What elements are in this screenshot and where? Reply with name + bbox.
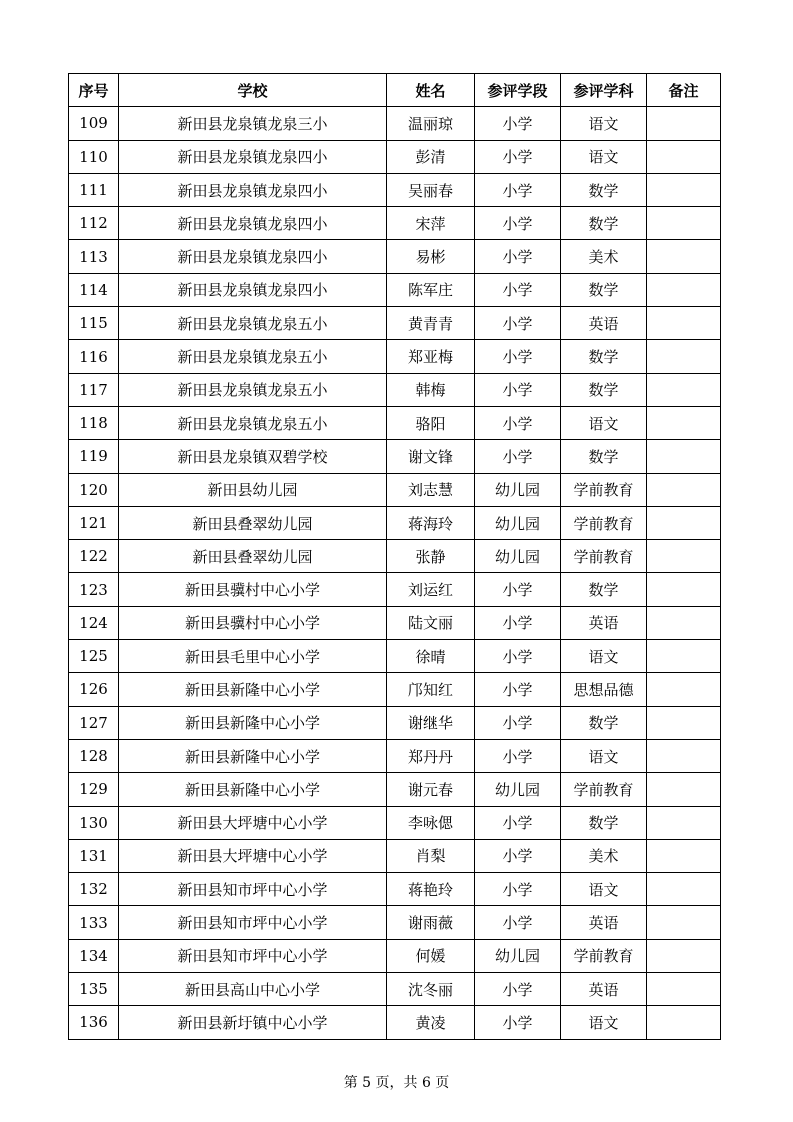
cell-school: 新田县新隆中心小学 <box>119 773 387 806</box>
cell-stage: 小学 <box>475 839 561 872</box>
cell-subject: 数学 <box>561 440 647 473</box>
cell-subject: 美术 <box>561 240 647 273</box>
cell-school: 新田县毛里中心小学 <box>119 640 387 673</box>
cell-school: 新田县骥村中心小学 <box>119 573 387 606</box>
cell-stage: 小学 <box>475 873 561 906</box>
table-row <box>69 506 721 539</box>
cell-serial: 124 <box>69 606 119 639</box>
header-stage: 参评学段 <box>475 74 561 107</box>
cell-stage: 小学 <box>475 173 561 206</box>
cell-stage: 幼儿园 <box>475 939 561 972</box>
cell-school: 新田县龙泉镇龙泉五小 <box>119 373 387 406</box>
cell-school: 新田县龙泉镇龙泉四小 <box>119 140 387 173</box>
table-row <box>69 739 721 772</box>
cell-school: 新田县龙泉镇龙泉五小 <box>119 406 387 439</box>
cell-serial: 129 <box>69 773 119 806</box>
cell-name: 谢继华 <box>387 706 475 739</box>
cell-serial: 118 <box>69 406 119 439</box>
cell-subject: 学前教育 <box>561 939 647 972</box>
cell-name: 谢雨薇 <box>387 906 475 939</box>
table-row <box>69 1006 721 1039</box>
cell-subject: 语文 <box>561 640 647 673</box>
cell-stage: 小学 <box>475 973 561 1006</box>
cell-subject: 学前教育 <box>561 540 647 573</box>
cell-school: 新田县龙泉镇龙泉四小 <box>119 273 387 306</box>
page-number: 第 5 页，共 6 页 <box>343 1075 450 1091</box>
cell-school: 新田县龙泉镇龙泉五小 <box>119 307 387 340</box>
cell-serial: 123 <box>69 573 119 606</box>
table-row <box>69 640 721 673</box>
cell-serial: 136 <box>69 1006 119 1039</box>
cell-serial: 133 <box>69 906 119 939</box>
table-row <box>69 140 721 173</box>
cell-name: 黄凌 <box>387 1006 475 1039</box>
cell-serial: 128 <box>69 739 119 772</box>
cell-stage: 幼儿园 <box>475 773 561 806</box>
cell-remarks <box>647 440 721 473</box>
cell-stage: 小学 <box>475 573 561 606</box>
cell-name: 韩梅 <box>387 373 475 406</box>
table-body <box>69 107 721 1039</box>
cell-serial: 117 <box>69 373 119 406</box>
cell-remarks <box>647 506 721 539</box>
cell-serial: 115 <box>69 307 119 340</box>
table-row <box>69 806 721 839</box>
table-row <box>69 406 721 439</box>
cell-school: 新田县叠翠幼儿园 <box>119 506 387 539</box>
cell-subject: 数学 <box>561 573 647 606</box>
cell-serial: 113 <box>69 240 119 273</box>
cell-name: 刘志慧 <box>387 473 475 506</box>
table-row <box>69 107 721 140</box>
cell-remarks <box>647 973 721 1006</box>
cell-stage: 幼儿园 <box>475 540 561 573</box>
header-name: 姓名 <box>387 74 475 107</box>
cell-remarks <box>647 340 721 373</box>
cell-school: 新田县知市坪中心小学 <box>119 873 387 906</box>
cell-stage: 小学 <box>475 673 561 706</box>
cell-stage: 小学 <box>475 906 561 939</box>
table-row <box>69 473 721 506</box>
cell-serial: 121 <box>69 506 119 539</box>
cell-subject: 语文 <box>561 873 647 906</box>
cell-serial: 125 <box>69 640 119 673</box>
cell-remarks <box>647 606 721 639</box>
cell-stage: 小学 <box>475 606 561 639</box>
cell-remarks <box>647 773 721 806</box>
cell-stage: 小学 <box>475 273 561 306</box>
cell-remarks <box>647 806 721 839</box>
cell-school: 新田县龙泉镇双碧学校 <box>119 440 387 473</box>
cell-name: 易彬 <box>387 240 475 273</box>
cell-subject: 数学 <box>561 273 647 306</box>
cell-school: 新田县大坪塘中心小学 <box>119 806 387 839</box>
table-row <box>69 973 721 1006</box>
cell-name: 温丽琼 <box>387 107 475 140</box>
cell-name: 张静 <box>387 540 475 573</box>
header-subject: 参评学科 <box>561 74 647 107</box>
cell-subject: 学前教育 <box>561 473 647 506</box>
cell-serial: 127 <box>69 706 119 739</box>
cell-subject: 语文 <box>561 1006 647 1039</box>
table-row <box>69 540 721 573</box>
cell-subject: 学前教育 <box>561 773 647 806</box>
cell-name: 谢元春 <box>387 773 475 806</box>
cell-remarks <box>647 573 721 606</box>
cell-school: 新田县新隆中心小学 <box>119 673 387 706</box>
table-row <box>69 240 721 273</box>
cell-serial: 112 <box>69 207 119 240</box>
table-row <box>69 373 721 406</box>
cell-name: 肖梨 <box>387 839 475 872</box>
cell-school: 新田县幼儿园 <box>119 473 387 506</box>
cell-school: 新田县龙泉镇龙泉五小 <box>119 340 387 373</box>
cell-remarks <box>647 273 721 306</box>
cell-subject: 英语 <box>561 307 647 340</box>
cell-remarks <box>647 373 721 406</box>
cell-serial: 132 <box>69 873 119 906</box>
table-row <box>69 440 721 473</box>
cell-name: 李咏偲 <box>387 806 475 839</box>
cell-subject: 数学 <box>561 806 647 839</box>
cell-name: 谢文锋 <box>387 440 475 473</box>
cell-stage: 小学 <box>475 307 561 340</box>
cell-name: 郑丹丹 <box>387 739 475 772</box>
table-row <box>69 340 721 373</box>
cell-school: 新田县新圩镇中心小学 <box>119 1006 387 1039</box>
table-row <box>69 673 721 706</box>
cell-remarks <box>647 673 721 706</box>
cell-subject: 数学 <box>561 373 647 406</box>
header-remarks: 备注 <box>647 74 721 107</box>
cell-serial: 135 <box>69 973 119 1006</box>
roster-table <box>68 73 721 1040</box>
cell-remarks <box>647 406 721 439</box>
cell-subject: 数学 <box>561 340 647 373</box>
cell-stage: 小学 <box>475 1006 561 1039</box>
cell-stage: 小学 <box>475 107 561 140</box>
cell-name: 陆文丽 <box>387 606 475 639</box>
cell-name: 黄青青 <box>387 307 475 340</box>
table-header-row <box>69 74 721 107</box>
cell-subject: 美术 <box>561 839 647 872</box>
cell-remarks <box>647 839 721 872</box>
header-serial: 序号 <box>69 74 119 107</box>
cell-stage: 小学 <box>475 340 561 373</box>
cell-school: 新田县大坪塘中心小学 <box>119 839 387 872</box>
cell-remarks <box>647 939 721 972</box>
cell-name: 吴丽春 <box>387 173 475 206</box>
cell-stage: 小学 <box>475 640 561 673</box>
cell-subject: 语文 <box>561 406 647 439</box>
cell-name: 宋萍 <box>387 207 475 240</box>
cell-name: 彭清 <box>387 140 475 173</box>
cell-name: 蒋艳玲 <box>387 873 475 906</box>
cell-name: 骆阳 <box>387 406 475 439</box>
cell-remarks <box>647 540 721 573</box>
table-row <box>69 839 721 872</box>
cell-school: 新田县知市坪中心小学 <box>119 939 387 972</box>
table-row <box>69 207 721 240</box>
cell-name: 刘运红 <box>387 573 475 606</box>
cell-school: 新田县龙泉镇龙泉三小 <box>119 107 387 140</box>
cell-stage: 小学 <box>475 240 561 273</box>
cell-serial: 126 <box>69 673 119 706</box>
table-row <box>69 906 721 939</box>
cell-remarks <box>647 140 721 173</box>
cell-remarks <box>647 706 721 739</box>
cell-school: 新田县骥村中心小学 <box>119 606 387 639</box>
cell-school: 新田县知市坪中心小学 <box>119 906 387 939</box>
cell-stage: 小学 <box>475 373 561 406</box>
cell-name: 蒋海玲 <box>387 506 475 539</box>
cell-subject: 语文 <box>561 739 647 772</box>
cell-serial: 122 <box>69 540 119 573</box>
cell-serial: 119 <box>69 440 119 473</box>
cell-remarks <box>647 1006 721 1039</box>
cell-remarks <box>647 739 721 772</box>
cell-remarks <box>647 207 721 240</box>
cell-stage: 幼儿园 <box>475 506 561 539</box>
cell-subject: 英语 <box>561 906 647 939</box>
cell-stage: 小学 <box>475 440 561 473</box>
cell-remarks <box>647 173 721 206</box>
table-row <box>69 573 721 606</box>
cell-serial: 120 <box>69 473 119 506</box>
cell-remarks <box>647 873 721 906</box>
cell-serial: 116 <box>69 340 119 373</box>
table-row <box>69 873 721 906</box>
cell-stage: 小学 <box>475 706 561 739</box>
cell-school: 新田县龙泉镇龙泉四小 <box>119 240 387 273</box>
cell-school: 新田县龙泉镇龙泉四小 <box>119 173 387 206</box>
cell-subject: 数学 <box>561 173 647 206</box>
cell-remarks <box>647 307 721 340</box>
cell-serial: 109 <box>69 107 119 140</box>
table-row <box>69 173 721 206</box>
cell-name: 徐晴 <box>387 640 475 673</box>
cell-school: 新田县新隆中心小学 <box>119 706 387 739</box>
cell-subject: 数学 <box>561 706 647 739</box>
header-school: 学校 <box>119 74 387 107</box>
cell-subject: 思想品德 <box>561 673 647 706</box>
cell-name: 邝知红 <box>387 673 475 706</box>
cell-school: 新田县龙泉镇龙泉四小 <box>119 207 387 240</box>
cell-subject: 语文 <box>561 140 647 173</box>
table-row <box>69 606 721 639</box>
cell-stage: 小学 <box>475 406 561 439</box>
table-row <box>69 273 721 306</box>
cell-stage: 小学 <box>475 207 561 240</box>
table-row <box>69 939 721 972</box>
cell-name: 陈军庄 <box>387 273 475 306</box>
cell-school: 新田县高山中心小学 <box>119 973 387 1006</box>
cell-serial: 114 <box>69 273 119 306</box>
cell-school: 新田县新隆中心小学 <box>119 739 387 772</box>
cell-remarks <box>647 107 721 140</box>
cell-name: 何媛 <box>387 939 475 972</box>
cell-name: 沈冬丽 <box>387 973 475 1006</box>
cell-subject: 学前教育 <box>561 506 647 539</box>
cell-subject: 英语 <box>561 973 647 1006</box>
cell-subject: 语文 <box>561 107 647 140</box>
cell-school: 新田县叠翠幼儿园 <box>119 540 387 573</box>
cell-stage: 小学 <box>475 140 561 173</box>
cell-remarks <box>647 473 721 506</box>
cell-stage: 小学 <box>475 806 561 839</box>
cell-name: 郑亚梅 <box>387 340 475 373</box>
cell-stage: 小学 <box>475 739 561 772</box>
cell-remarks <box>647 906 721 939</box>
table-row <box>69 706 721 739</box>
table-row <box>69 773 721 806</box>
cell-subject: 英语 <box>561 606 647 639</box>
cell-stage: 幼儿园 <box>475 473 561 506</box>
cell-serial: 111 <box>69 173 119 206</box>
cell-subject: 数学 <box>561 207 647 240</box>
cell-remarks <box>647 240 721 273</box>
cell-serial: 110 <box>69 140 119 173</box>
table-row <box>69 307 721 340</box>
cell-remarks <box>647 640 721 673</box>
cell-serial: 130 <box>69 806 119 839</box>
cell-serial: 131 <box>69 839 119 872</box>
cell-serial: 134 <box>69 939 119 972</box>
